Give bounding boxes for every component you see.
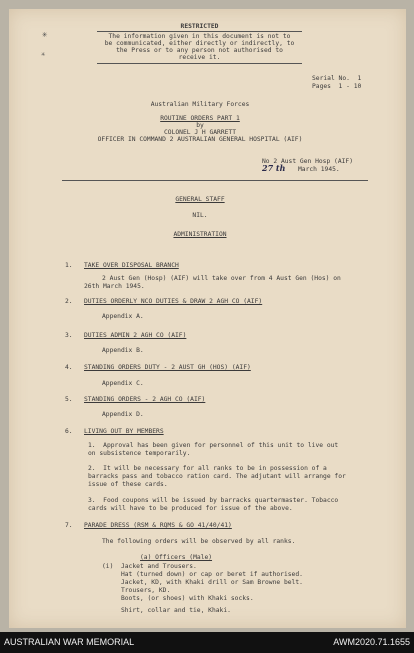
section-body-line: on subsistence temporarily.: [88, 450, 191, 457]
header-officer: OFFICER IN COMMAND 2 AUSTRALIAN GENERAL HOSPITAL (AIF): [97, 136, 303, 143]
section-heading: DUTIES ADMIN 2 AGH CO (AIF): [84, 332, 187, 339]
officers-item: Trousers, KD.: [102, 587, 171, 594]
section-heading: PARADE DRESS (RSM & RQMS & GO 41/40/41): [84, 522, 232, 529]
section-number: 1.: [65, 262, 73, 269]
officers-item: Shirt, collar and tie, Khaki.: [102, 607, 231, 614]
restricted-top-rule: [97, 31, 302, 32]
section-heading: TAKE OVER DISPOSAL BRANCH: [84, 262, 179, 269]
section-body-line: The following orders will be observed by all ranks.: [102, 538, 296, 545]
restricted-bottom-rule: [97, 63, 302, 64]
section-body-line: cards will have to be produced for issue of the above.: [88, 505, 293, 512]
section-body-line: 2. It will be necessary for all ranks to be in possession of a: [88, 465, 327, 472]
officers-item: Hat (turned down) or cap or beret if authorised.: [102, 571, 303, 578]
section-body-line: 26th March 1945.: [84, 283, 145, 290]
section-number: 7.: [65, 522, 73, 529]
section-body-line: Appendix B.: [102, 347, 144, 354]
section-number: 4.: [65, 364, 73, 371]
section-body-line: Appendix C.: [102, 380, 144, 387]
restricted-line: receive it.: [178, 54, 221, 61]
unit-reference: No 2 Aust Gen Hosp (AIF): [262, 158, 353, 165]
section-number: 2.: [65, 298, 73, 305]
header-by: by: [196, 122, 204, 129]
section-heading: LIVING OUT BY MEMBERS: [84, 428, 164, 435]
section-heading: STANDING ORDERS DUTY - 2 AUST GH (HOS) (AIF): [84, 364, 251, 371]
pages-range: Pages 1 - 10: [312, 83, 362, 90]
section-number: 6.: [65, 428, 73, 435]
section-heading: STANDING ORDERS - 2 AGH CO (AIF): [84, 396, 206, 403]
typed-date: March 1945.: [298, 166, 340, 173]
restricted-title: RESTRICTED: [180, 23, 219, 30]
restricted-line: The information given in this document is not to: [108, 33, 291, 40]
footer-institution: AUSTRALIAN WAR MEMORIAL: [4, 637, 135, 647]
header-colonel: COLONEL J H GARRETT: [163, 129, 237, 136]
section-body-line: issue of these cards.: [88, 481, 168, 488]
section-heading: DUTIES ORDERLY NCO DUTIES & DRAW 2 AGH CO (AIF): [84, 298, 263, 305]
officers-item: (i) Jacket and Trousers.: [102, 563, 197, 570]
restricted-line: the Press or to any person not authorised to: [116, 47, 283, 54]
officers-subheading: (a) Officers (Male): [140, 554, 213, 561]
header-divider: [62, 180, 368, 181]
section-body-line: Appendix A.: [102, 313, 144, 320]
punch-hole-mark: ✳: [41, 50, 46, 58]
section-body-line: 3. Food coupons will be issued by barracks quartermaster. Tobacco: [88, 497, 339, 504]
section-body-line: 2 Aust Gen (Hosp) (AIF) will take over from 4 Aust Gen (Hos) on: [102, 275, 341, 282]
section-number: 3.: [65, 332, 73, 339]
header-routine-orders: ROUTINE ORDERS PART 1: [160, 115, 240, 122]
footer-bar: [0, 632, 414, 653]
handwritten-date: 27 th: [262, 163, 286, 173]
nil-text: NIL.: [192, 212, 208, 219]
serial-number: Serial No. 1: [312, 75, 362, 82]
punch-hole-mark: ✳: [42, 30, 48, 40]
footer-accession-number: AWM2020.71.1655: [333, 637, 410, 647]
officers-item: Jacket, KD, with Khaki drill or Sam Browne belt.: [102, 579, 303, 586]
section-body-line: 1. Approval has been given for personnel of this unit to live out: [88, 442, 339, 449]
section-body-line: Appendix D.: [102, 411, 144, 418]
administration-heading: ADMINISTRATION: [173, 231, 227, 238]
general-staff-heading: GENERAL STAFF: [175, 196, 225, 203]
restricted-line: be communicated, either directly or indirectly, to: [104, 40, 295, 47]
section-body-line: barracks pass and tobacco ration card. The adjutant will arrange for: [88, 473, 346, 480]
section-number: 5.: [65, 396, 73, 403]
officers-item: Boots, (or shoes) with Khaki socks.: [102, 595, 254, 602]
header-forces: Australian Military Forces: [150, 101, 250, 108]
